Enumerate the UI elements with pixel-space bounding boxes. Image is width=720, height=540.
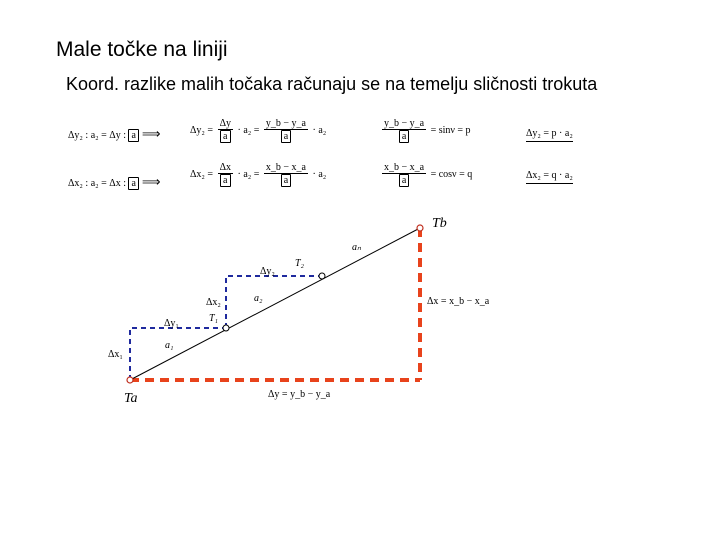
slide-subtitle: Koord. razlike malih točaka računaju se na temelju sličnosti trokuta [66,74,598,94]
cosine-relation: $\frac{x\_b - x\_a}{a}$ = cosν = q [384,162,473,186]
small-triangle-2 [226,276,322,328]
final-dx2: Δx₂ = q · a₂ [526,170,573,181]
label-t1: T₁ [209,313,219,324]
label-dy1: Δy₁ [164,318,179,329]
label-tb: Tb [432,216,447,231]
label-a2: a₂ [254,293,263,304]
label-dy-total: Δy = y_b − y_a [268,389,331,400]
label-dx-total: Δx = x_b − x_a [427,296,490,307]
label-an: aₙ [352,242,361,253]
point-t2 [319,273,325,279]
result-dx2: Δx₂ = $\frac{\Delta x}{a}$ · a₂ = $\frac{x\_b - x\_a}{a}$ · a₂ [190,162,327,186]
slide-title: Male točke na liniji [56,38,228,61]
label-ta: Ta [124,391,138,406]
label-a1: a₁ [165,340,174,351]
label-t2: T₂ [295,258,305,269]
proportion-dx: Δx₂ : a₂ = Δx : a ⟹ [68,174,161,189]
proportion-dy: Δy₂ : a₂ = Δy : a ⟹ [68,126,161,141]
line-ta-tb [130,228,420,380]
label-dx1: Δx₁ [108,349,123,360]
label-dy2: Δy₂ [260,266,275,277]
final-dy2: Δy₂ = p · a₂ [526,128,573,139]
sine-relation: $\frac{y\_b - y\_a}{a}$ = sinν = p [384,118,471,142]
result-dy2: Δy₂ = $\frac{\Delta y}{a}$ · a₂ = $\frac{y\_b - y\_a}{a}$ · a₂ [190,118,327,142]
point-ta [127,377,133,383]
point-tb [417,225,423,231]
point-t1 [223,325,229,331]
label-dx2: Δx₂ [206,297,221,308]
